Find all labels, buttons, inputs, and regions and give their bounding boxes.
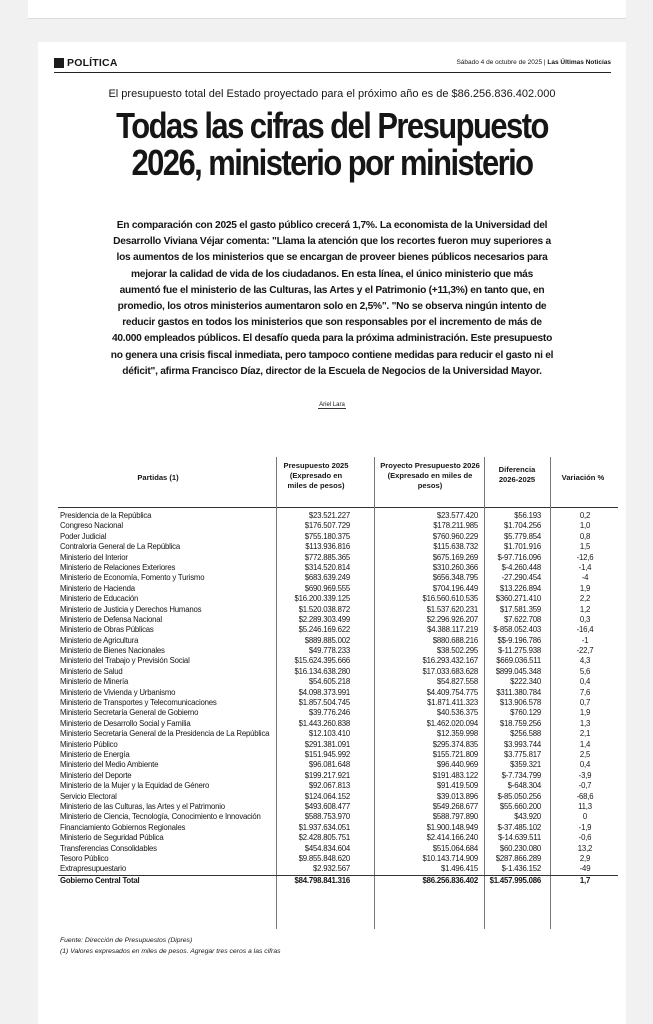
header-variacion: Variación % bbox=[561, 473, 605, 482]
cell-presupuesto-2025: $9.855.848.620 bbox=[298, 853, 350, 863]
cell-presupuesto-2025: $54.605.218 bbox=[308, 677, 350, 687]
cell-variacion: 7,6 bbox=[579, 687, 591, 697]
cell-variacion: 5,6 bbox=[579, 666, 591, 676]
cell-presupuesto-2026: $23.577.420 bbox=[436, 511, 478, 520]
author-name: Ariel Lara bbox=[319, 402, 345, 408]
cell-partida: Ministerio de Seguridad Pública bbox=[60, 833, 164, 843]
table-row bbox=[58, 605, 618, 615]
cell-partida: Financiamiento Gobiernos Regionales bbox=[60, 822, 186, 832]
cell-variacion: 0,4 bbox=[579, 760, 591, 770]
cell-presupuesto-2026: $588.797.890 bbox=[432, 812, 478, 822]
cell-presupuesto-2025: $151.945.992 bbox=[304, 749, 350, 759]
cell-presupuesto-2026: $295.374.835 bbox=[432, 739, 478, 749]
table-row bbox=[58, 553, 618, 563]
cell-presupuesto-2026: $675.169.269 bbox=[432, 552, 478, 562]
table-row bbox=[58, 542, 618, 552]
date: Sábado 4 de octubre de 2025 bbox=[456, 59, 543, 66]
table-row bbox=[58, 563, 618, 573]
cell-partida: Transferencias Consolidables bbox=[60, 843, 157, 853]
table-row bbox=[58, 760, 618, 770]
cell-presupuesto-2026: $1.496.415 bbox=[440, 864, 478, 874]
cell-diferencia: $3.775.817 bbox=[503, 749, 541, 759]
cell-diferencia: $-11.275.938 bbox=[498, 646, 541, 656]
cell-presupuesto-2025: $493.608.477 bbox=[304, 801, 350, 811]
total-presupuesto-2026: $86.256.836.402 bbox=[422, 875, 478, 885]
table-row bbox=[58, 573, 618, 583]
kicker: El presupuesto total del Estado proyectado para el próximo año es de $86.256.836.402.000 bbox=[108, 88, 556, 100]
cell-variacion: -12,6 bbox=[576, 552, 594, 562]
total-presupuesto-2025: $84.798.841.316 bbox=[294, 875, 350, 885]
cell-presupuesto-2025: $1.520.038.872 bbox=[298, 604, 350, 614]
cell-diferencia: $-85.050.256 bbox=[497, 791, 541, 801]
table-body bbox=[58, 508, 618, 886]
previous-page-strip bbox=[28, 0, 626, 19]
cell-presupuesto-2026: $1.537.620.231 bbox=[426, 604, 478, 614]
table-row bbox=[58, 792, 618, 802]
cell-variacion: 2,9 bbox=[579, 853, 591, 863]
cell-variacion: -49 bbox=[579, 864, 591, 874]
cell-variacion: 2,5 bbox=[579, 749, 591, 759]
headline-line-1: Todas las cifras del Presupuesto bbox=[116, 105, 548, 146]
total-row bbox=[58, 875, 618, 886]
cell-presupuesto-2026: $17.033.683.628 bbox=[422, 666, 478, 676]
cell-partida: Poder Judicial bbox=[60, 531, 107, 541]
cell-variacion: -1 bbox=[581, 635, 589, 645]
cell-presupuesto-2025: $96.081.648 bbox=[308, 760, 350, 770]
cell-presupuesto-2026: $10.143.714.909 bbox=[422, 853, 478, 863]
cell-presupuesto-2026: $96.440.969 bbox=[436, 760, 478, 770]
cell-partida: Ministerio Secretaría General de Gobierno bbox=[60, 708, 199, 718]
table-row bbox=[58, 594, 618, 604]
cell-variacion: -4 bbox=[581, 573, 589, 583]
cell-variacion: 1,3 bbox=[579, 718, 591, 728]
header-diferencia: Diferencia 2026-2025 bbox=[498, 465, 536, 484]
cell-diferencia: $760.129 bbox=[510, 708, 541, 718]
source-note: Fuente: Dirección de Presupuestos (Dipres) bbox=[60, 937, 193, 944]
cell-variacion: 2,1 bbox=[579, 729, 591, 739]
cell-variacion: -0,6 bbox=[578, 833, 592, 843]
cell-diferencia: $13.226.894 bbox=[499, 583, 541, 593]
cell-partida: Ministerio de Obras Públicas bbox=[60, 625, 154, 635]
table-row bbox=[58, 781, 618, 791]
table-header bbox=[58, 457, 618, 508]
cell-presupuesto-2025: $39.776.246 bbox=[308, 708, 350, 718]
cell-diferencia: $311.380.784 bbox=[496, 687, 541, 697]
cell-variacion: 13,2 bbox=[577, 843, 593, 853]
table-row bbox=[58, 636, 618, 646]
table-row bbox=[58, 771, 618, 781]
section-marker-icon bbox=[54, 58, 64, 68]
cell-partida: Ministerio del Trabajo y Previsión Social bbox=[60, 656, 190, 666]
cell-diferencia: $-648.304 bbox=[507, 781, 541, 791]
table-row bbox=[58, 812, 618, 822]
table-row bbox=[58, 688, 618, 698]
cell-presupuesto-2025: $889.885.002 bbox=[304, 635, 350, 645]
cell-partida: Congreso Nacional bbox=[60, 521, 123, 531]
cell-partida: Ministerio de Desarrollo Social y Familia bbox=[60, 718, 191, 728]
cell-presupuesto-2026: $880.688.216 bbox=[432, 635, 478, 645]
cell-variacion: 1,4 bbox=[579, 739, 591, 749]
cell-presupuesto-2025: $683.639.249 bbox=[304, 573, 350, 583]
cell-diferencia: $55.660.200 bbox=[499, 801, 541, 811]
cell-presupuesto-2026: $656.348.795 bbox=[432, 573, 478, 583]
cell-presupuesto-2026: $4.388.117.219 bbox=[427, 625, 478, 635]
cell-presupuesto-2025: $2.428.805.751 bbox=[298, 833, 350, 843]
cell-diferencia: $56.193 bbox=[514, 511, 541, 520]
cell-diferencia: $-7.734.799 bbox=[501, 770, 541, 780]
cell-presupuesto-2026: $16.293.432.167 bbox=[422, 656, 478, 666]
cell-variacion: 1,5 bbox=[579, 542, 591, 552]
table-row bbox=[58, 677, 618, 687]
cell-diferencia: $43.920 bbox=[514, 812, 541, 822]
section-label: POLÍTICA bbox=[67, 57, 118, 69]
cell-presupuesto-2026: $2.296.926.207 bbox=[426, 614, 478, 624]
byline bbox=[38, 402, 626, 408]
cell-partida: Ministerio de Bienes Nacionales bbox=[60, 646, 165, 656]
cell-diferencia: $5.779.854 bbox=[503, 531, 541, 541]
table-row bbox=[58, 656, 618, 666]
table-row bbox=[58, 854, 618, 864]
cell-variacion: -1,4 bbox=[578, 562, 592, 572]
cell-presupuesto-2025: $1.857.504.745 bbox=[298, 698, 350, 708]
table-row bbox=[58, 532, 618, 542]
cell-presupuesto-2025: $755.180.375 bbox=[304, 531, 350, 541]
cell-presupuesto-2026: $549.268.677 bbox=[432, 801, 478, 811]
cell-presupuesto-2026: $16.560.610.535 bbox=[422, 594, 478, 604]
total-diferencia: $1.457.995.086 bbox=[489, 875, 541, 885]
cell-variacion: 0,4 bbox=[579, 677, 591, 687]
cell-presupuesto-2025: $1.937.634.051 bbox=[298, 822, 350, 832]
cell-variacion: 0 bbox=[582, 812, 588, 822]
dateline-separator: | bbox=[543, 59, 546, 66]
table-row bbox=[58, 802, 618, 812]
cell-variacion: -3,9 bbox=[578, 770, 592, 780]
headline-line-2: 2026, ministerio por ministerio bbox=[131, 142, 533, 183]
cell-presupuesto-2025: $454.834.604 bbox=[304, 843, 350, 853]
cell-partida: Ministerio Público bbox=[60, 739, 118, 749]
cell-presupuesto-2026: $310.260.366 bbox=[432, 562, 478, 572]
header-presupuesto-2025: Presupuesto 2025 (Expresado en miles de pesos) bbox=[283, 461, 349, 490]
cell-partida: Servicio Electoral bbox=[60, 791, 117, 801]
cell-presupuesto-2025: $588.753.970 bbox=[304, 812, 350, 822]
cell-diferencia: $17.581.359 bbox=[499, 604, 541, 614]
table-row bbox=[58, 864, 618, 874]
cell-variacion: 0,8 bbox=[579, 531, 591, 541]
cell-diferencia: $60.230.080 bbox=[499, 843, 541, 853]
cell-partida: Presidencia de la República bbox=[60, 511, 152, 520]
cell-partida: Ministerio de Justicia y Derechos Humanos bbox=[60, 604, 202, 614]
cell-presupuesto-2025: $92.067.813 bbox=[308, 781, 350, 791]
table-row bbox=[58, 833, 618, 843]
cell-diferencia: $287.866.289 bbox=[495, 853, 541, 863]
cell-variacion: -1,9 bbox=[578, 822, 592, 832]
cell-presupuesto-2025: $176.507.729 bbox=[304, 521, 350, 531]
table-row bbox=[58, 698, 618, 708]
cell-diferencia: -27.290.454 bbox=[501, 573, 541, 583]
table-row bbox=[58, 511, 618, 521]
table-row bbox=[58, 708, 618, 718]
cell-presupuesto-2026: $704.196.449 bbox=[432, 583, 478, 593]
cell-variacion: -0,7 bbox=[578, 781, 592, 791]
cell-variacion: 1,2 bbox=[579, 604, 591, 614]
cell-partida: Tesoro Público bbox=[60, 853, 109, 863]
cell-presupuesto-2026: $91.419.509 bbox=[436, 781, 478, 791]
table-row bbox=[58, 521, 618, 531]
table-row bbox=[58, 844, 618, 854]
cell-diferencia: $1.704.256 bbox=[503, 521, 541, 531]
cell-diferencia: $18.759.256 bbox=[499, 718, 541, 728]
cell-partida: Ministerio de Salud bbox=[60, 666, 123, 676]
table-row bbox=[58, 823, 618, 833]
cell-presupuesto-2026: $155.721.809 bbox=[432, 749, 478, 759]
cell-partida: Ministerio de Economía, Fomento y Turismo bbox=[60, 573, 205, 583]
cell-presupuesto-2025: $314.520.814 bbox=[304, 562, 350, 572]
cell-partida: Ministerio del Interior bbox=[60, 552, 128, 562]
cell-diferencia: $-14.639.511 bbox=[498, 833, 541, 843]
cell-variacion: 1,0 bbox=[579, 521, 591, 531]
cell-presupuesto-2025: $772.885.365 bbox=[304, 552, 350, 562]
cell-presupuesto-2026: $39.013.896 bbox=[436, 791, 478, 801]
cell-diferencia: $-858.052.403 bbox=[493, 625, 541, 635]
table-row bbox=[58, 646, 618, 656]
cell-diferencia: $669.036.511 bbox=[496, 656, 541, 666]
cell-presupuesto-2026: $760.960.229 bbox=[432, 531, 478, 541]
cell-presupuesto-2026: $12.359.998 bbox=[436, 729, 478, 739]
cell-presupuesto-2025: $16.134.638.280 bbox=[294, 666, 350, 676]
dateline bbox=[456, 59, 611, 66]
cell-presupuesto-2026: $1.900.148.949 bbox=[426, 822, 478, 832]
cell-diferencia: $222.340 bbox=[510, 677, 541, 687]
cell-diferencia: $359.321 bbox=[510, 760, 541, 770]
cell-presupuesto-2025: $16.200.339.125 bbox=[294, 594, 350, 604]
cell-partida: Ministerio de la Mujer y la Equidad de Género bbox=[60, 781, 210, 791]
cell-presupuesto-2026: $54.827.558 bbox=[436, 677, 478, 687]
cell-diferencia: $-1.436.152 bbox=[501, 864, 541, 874]
cell-diferencia: $-37.485.102 bbox=[497, 822, 541, 832]
lead-paragraph: En comparación con 2025 el gasto público crecerá 1,7%. La economista de la Universidad del Desarrollo Viviana Véjar comenta: "Llama la atención que los recortes fueron muy superiores a los aumentos de los ministerios que se encargan de proveer bienes públicos necesarios para mejorar la calidad de vida de los ciudadanos. En esta línea, el único ministerio que más aumentó fue el ministerio de las Culturas, las Artes y el Patrimonio (+11,3%) en tanto que, en promedio, los otros ministerios aumentaron solo en 2,5%". "No se observa ningún intento de reducir gastos en todos los ministerios que son responsables por el incremento de más de 40.000 empleados públicos. El desafío queda para la próxima administración. Este presupuesto no genera una crisis fiscal inmediata, pero tampoco contiene medidas para reducir el gasto ni el déficit", afirma Francisco Díaz, director de la Escuela de Negocios de la Universidad Mayor. bbox=[110, 220, 554, 377]
cell-presupuesto-2025: $124.064.152 bbox=[304, 791, 350, 801]
cell-presupuesto-2026: $115.638.732 bbox=[433, 542, 478, 552]
cell-diferencia: $3.993.744 bbox=[503, 739, 541, 749]
cell-partida: Ministerio de las Culturas, las Artes y el Patrimonio bbox=[60, 801, 225, 811]
table-row bbox=[58, 615, 618, 625]
newspaper-name: Las Últimas Noticias bbox=[547, 59, 611, 66]
table-row bbox=[58, 750, 618, 760]
cell-presupuesto-2026: $1.871.411.323 bbox=[427, 698, 478, 708]
cell-presupuesto-2026: $178.211.985 bbox=[433, 521, 478, 531]
cell-partida: Ministerio de Educación bbox=[60, 594, 139, 604]
cell-presupuesto-2025: $1.443.260.838 bbox=[298, 718, 350, 728]
page-header bbox=[54, 57, 611, 73]
cell-diferencia: $13.906.578 bbox=[499, 698, 541, 708]
cell-partida: Ministerio de Transportes y Telecomunicaciones bbox=[60, 698, 217, 708]
cell-presupuesto-2026: $4.409.754.775 bbox=[426, 687, 478, 697]
cell-diferencia: $360.271.410 bbox=[495, 594, 541, 604]
cell-diferencia: $1.701.916 bbox=[503, 542, 541, 552]
cell-diferencia: $7.622.708 bbox=[503, 614, 541, 624]
cell-partida: Ministerio de Energía bbox=[60, 749, 130, 759]
cell-diferencia: $256.588 bbox=[510, 729, 541, 739]
cell-presupuesto-2025: $15.624.395.666 bbox=[294, 656, 350, 666]
table-row bbox=[58, 584, 618, 594]
cell-presupuesto-2025: $12.103.410 bbox=[308, 729, 350, 739]
cell-presupuesto-2025: $5.246.169.622 bbox=[298, 625, 350, 635]
cell-partida: Ministerio de Defensa Nacional bbox=[60, 614, 162, 624]
cell-presupuesto-2026: $38.502.295 bbox=[436, 646, 478, 656]
cell-presupuesto-2025: $690.969.555 bbox=[304, 583, 350, 593]
cell-presupuesto-2025: $4.098.373.991 bbox=[298, 687, 350, 697]
table-row bbox=[58, 719, 618, 729]
cell-partida: Ministerio de Minería bbox=[60, 677, 129, 687]
cell-variacion: 1,9 bbox=[579, 583, 591, 593]
cell-presupuesto-2026: $1.462.020.094 bbox=[426, 718, 478, 728]
cell-variacion: -22,7 bbox=[576, 646, 594, 656]
table-row bbox=[58, 740, 618, 750]
table-row bbox=[58, 667, 618, 677]
total-variacion: 1,7 bbox=[579, 875, 591, 885]
cell-partida: Extrapresupuestario bbox=[60, 864, 126, 874]
header-partidas: Partidas (1) bbox=[137, 473, 179, 482]
cell-diferencia: $899.045.348 bbox=[495, 666, 541, 676]
cell-variacion: 11,3 bbox=[578, 801, 592, 811]
cell-presupuesto-2025: $113.936.816 bbox=[305, 542, 350, 552]
cell-presupuesto-2025: $199.217.921 bbox=[304, 770, 350, 780]
values-note: (1) Valores expresados en miles de pesos. Agregar tres ceros a las cifras bbox=[60, 948, 281, 955]
cell-partida: Ministerio de Vivienda y Urbanismo bbox=[60, 687, 176, 697]
newspaper-page bbox=[38, 42, 626, 1024]
headline bbox=[79, 107, 585, 181]
cell-presupuesto-2025: $291.381.091 bbox=[304, 739, 350, 749]
cell-variacion: 2,2 bbox=[579, 594, 591, 604]
cell-presupuesto-2026: $515.064.684 bbox=[432, 843, 478, 853]
cell-variacion: 0,7 bbox=[579, 698, 591, 708]
cell-presupuesto-2026: $191.483.122 bbox=[432, 770, 478, 780]
cell-diferencia: $-4.260.448 bbox=[501, 562, 541, 572]
cell-variacion: 1,9 bbox=[579, 708, 591, 718]
cell-partida: Ministerio de Relaciones Exteriores bbox=[60, 562, 176, 572]
cell-partida: Contraloría General de La República bbox=[60, 542, 180, 552]
header-presupuesto-2026: Proyecto Presupuesto 2026 (Expresado en miles de pesos) bbox=[380, 461, 480, 490]
cell-diferencia: $$-9.196.786 bbox=[497, 635, 541, 645]
total-partida: Gobierno Central Total bbox=[60, 875, 140, 885]
cell-variacion: 0,2 bbox=[579, 511, 591, 520]
budget-table bbox=[58, 457, 618, 886]
cell-partida: Ministerio del Medio Ambiente bbox=[60, 760, 159, 770]
cell-variacion: -16,4 bbox=[576, 625, 594, 635]
cell-partida: Ministerio del Deporte bbox=[60, 770, 132, 780]
cell-presupuesto-2026: $40.536.375 bbox=[436, 708, 478, 718]
cell-presupuesto-2025: $49.778.233 bbox=[308, 646, 350, 656]
cell-partida: Ministerio Secretaría General de la Presidencia de La República bbox=[60, 729, 270, 739]
cell-partida: Ministerio de Ciencia, Tecnología, Conocimiento e Innovación bbox=[60, 812, 261, 822]
cell-variacion: 4,3 bbox=[579, 656, 591, 666]
cell-presupuesto-2025: $2.289.303.499 bbox=[298, 614, 350, 624]
cell-partida: Ministerio de Agricultura bbox=[60, 635, 139, 645]
table-row bbox=[58, 625, 618, 635]
cell-diferencia: $-97.716.096 bbox=[497, 552, 541, 562]
cell-presupuesto-2025: $2.932.567 bbox=[312, 864, 350, 874]
cell-presupuesto-2025: $23.521.227 bbox=[308, 511, 350, 520]
cell-variacion: 0,3 bbox=[579, 614, 591, 624]
cell-variacion: -68,6 bbox=[576, 791, 594, 801]
table-row bbox=[58, 729, 618, 739]
cell-partida: Ministerio de Hacienda bbox=[60, 583, 135, 593]
cell-presupuesto-2026: $2.414.166.240 bbox=[426, 833, 478, 843]
